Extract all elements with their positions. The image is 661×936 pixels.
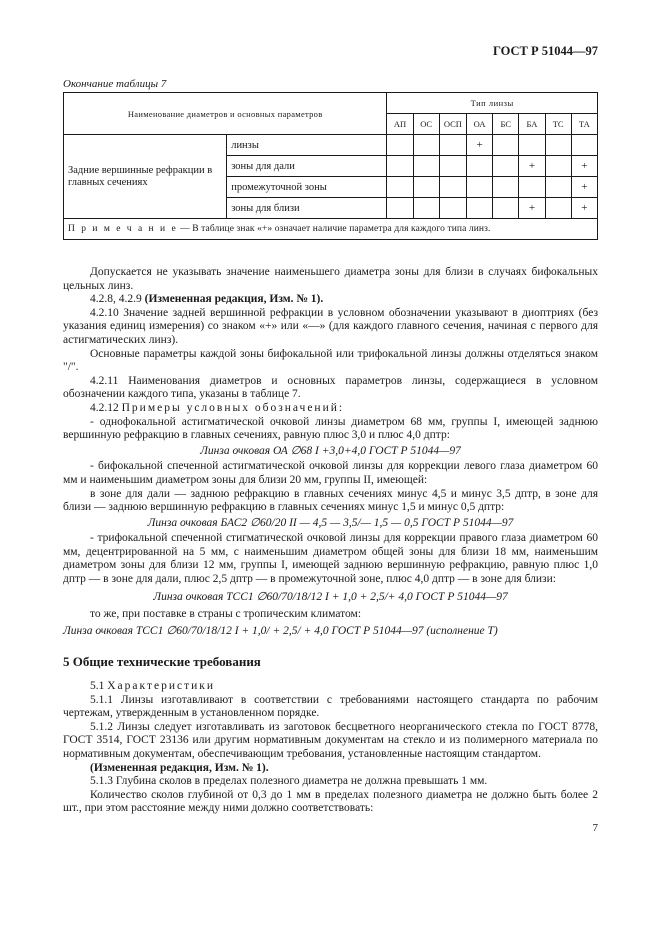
parameters-table [63, 92, 598, 240]
clause-number: 4.2.12 [90, 401, 119, 414]
table-cell [387, 156, 413, 177]
table-cell [519, 135, 545, 156]
type-column-header: ТС [545, 114, 571, 135]
table-row [64, 135, 598, 156]
type-column-header: БС [493, 114, 519, 135]
table-cell [493, 177, 519, 198]
paragraph: 5.1.1 Линзы изготавливают в соответствии с требованиями настоящего стандарта по рабочим чертежам, утвержденным в установленном порядке. [63, 693, 598, 720]
example-designation: Линза очковая ОА ∅68 I +3,0+4,0 ГОСТ Р 51044—97 [200, 444, 461, 457]
type-column-header: ТА [571, 114, 597, 135]
table-cell: + [571, 198, 597, 219]
row-label: линзы [227, 135, 387, 156]
table-cell [519, 177, 545, 198]
paragraph: то же, при поставке в страны с тропическим климатом: [90, 608, 362, 621]
type-column-header: ОСП [439, 114, 466, 135]
spaced-heading: Характеристики [107, 680, 216, 692]
table-cell [387, 177, 413, 198]
type-column-header: ОС [413, 114, 439, 135]
clause-number: 4.2.8, 4.2.9 [90, 293, 142, 306]
column-header-lens-type: Тип линзы [387, 93, 598, 114]
type-column-header: АП [387, 114, 413, 135]
table-cell: + [519, 198, 545, 219]
paragraph [63, 293, 598, 307]
paragraph [63, 680, 598, 694]
table-cell: + [519, 156, 545, 177]
paragraph: 5.1.2 Линзы следует изготавливать из заготовок бесцветного неорганического стекла по ГОСТ 8778, ГОСТ 3514, ГОСТ 23136 или другим нормативным документам на стекло и из полимерного материала по нормативным документам, обеспечивающим требования, установленные настоящим стандартом. [63, 720, 598, 760]
table-cell [493, 198, 519, 219]
table-cell [545, 156, 571, 177]
table-note-row [64, 219, 598, 240]
table-cell [439, 135, 466, 156]
table-cell [467, 156, 493, 177]
row-label: зоны для близи [227, 198, 387, 219]
table-cell [467, 177, 493, 198]
spaced-heading: Примеры условных обозначений: [121, 401, 345, 414]
document-code: ГОСТ Р 51044—97 [492, 44, 598, 58]
table-cell [413, 177, 439, 198]
table-caption: Окончание таблицы 7 [63, 78, 167, 90]
paragraph: - однофокальной астигматической очковой линзы диаметром 68 мм, группы I, имеющей заднюю вершинную рефракцию в главных сечениях, равную плюс 3,0 и плюс 4,0 дптр: [63, 415, 598, 442]
table-cell [571, 135, 597, 156]
row-group-label: Задние вершинные рефракции в главных сечениях [64, 135, 227, 219]
section-body-block [63, 680, 598, 816]
table-cell [439, 177, 466, 198]
type-column-header: ОА [467, 114, 493, 135]
paragraph: 5.1.3 Глубина сколов в пределах полезного диаметра не должна превышать 1 мм. [90, 775, 488, 788]
table-note [64, 219, 598, 240]
amendment-note: (Измененная редакция, Изм. № 1). [144, 293, 324, 306]
clause-number: 5.1 [90, 680, 105, 692]
table-cell: + [467, 135, 493, 156]
note-text: — В таблице знак «+» означает наличие параметра для каждого типа линз. [177, 224, 491, 234]
table-cell: + [571, 177, 597, 198]
column-header-name: Наименование диаметров и основных параметров [64, 93, 387, 135]
page-number: 7 [592, 822, 598, 834]
table-cell [467, 198, 493, 219]
table-cell [413, 156, 439, 177]
paragraph: Количество сколов глубиной от 0,3 до 1 мм в пределах полезного диаметра не должно быть более 2 шт., при этом расстояние между ними должно соответствовать: [63, 788, 598, 815]
paragraph [63, 402, 598, 416]
example-designation: Линза очковая ТСС1 ∅60/70/18/12 I + 1,0 + 2,5/+ 4,0 ГОСТ Р 51044—97 [153, 590, 508, 603]
example-designation: Линза очковая БАС2 ∅60/20 II — 4,5 — 3,5/— 1,5 — 0,5 ГОСТ Р 51044—97 [147, 516, 514, 529]
table-cell [387, 198, 413, 219]
paragraph: 4.2.10 Значение задней вершинной рефракции в условном обозначении указывают в диоптриях (без указания единиц измерения) со знаком «+» или «—» (для каждого главного сечения, начиная с первого для астигматических линз). [63, 306, 598, 346]
row-label: промежуточной зоны [227, 177, 387, 198]
paragraph: 4.2.11 Наименования диаметров и основных параметров линзы, содержащиеся в условном обозначении каждого типа, указаны в таблице 7. [63, 374, 598, 401]
row-label: зоны для дали [227, 156, 387, 177]
table-cell [387, 135, 413, 156]
table-cell [493, 135, 519, 156]
table-cell [439, 198, 466, 219]
type-column-header: БА [519, 114, 545, 135]
table-cell [545, 135, 571, 156]
example-designation: Линза очковая ТСС1 ∅60/70/18/12 I + 1,0/ + 2,5/ + 4,0 ГОСТ Р 51044—97 (исполнение Т) [63, 624, 498, 637]
table-cell [545, 177, 571, 198]
table-cell: + [571, 156, 597, 177]
note-prefix: П р и м е ч а н и е [68, 224, 178, 234]
table-cell [413, 135, 439, 156]
body-text-block [63, 266, 598, 638]
paragraph: Основные параметры каждой зоны бифокальной или трифокальной линзы должны отделяться знаком "/". [63, 347, 598, 374]
table-cell [413, 198, 439, 219]
paragraph: в зоне для дали — заднюю рефракцию в главных сечениях минус 4,5 и минус 3,5 дптр, в зоне для близи — заднюю вершинную рефракцию в главных сечениях минус 1,5 и минус 0,5 дптр: [63, 487, 598, 514]
table-cell [439, 156, 466, 177]
paragraph: Допускается не указывать значение наименьшего диаметра зоны для близи в случаях бифокальных цельных линз. [63, 266, 598, 292]
paragraph: - трифокальной спеченной стигматической очковой линзы для коррекции правого глаза диаметром 60 мм, децентрированной на 5 мм, с наименьшим диаметром общей зоны для близи 18 мм, наименьшим диаметром зоны для близи 12 мм, группы I, имеющей заднюю вершинную рефракцию, равную плюс 1,0 дптр — в зоне для дали, плюс 2,5 дптр — в промежуточной зоне, плюс 4,0 дптр — в зоне для близи: [63, 532, 598, 586]
table-cell [545, 198, 571, 219]
amendment-note: (Измененная редакция, Изм. № 1). [90, 761, 269, 774]
table-cell [493, 156, 519, 177]
section-title: 5 Общие технические требования [63, 654, 261, 669]
paragraph: - бифокальной спеченной астигматической очковой линзы для коррекции левого глаза диаметром 60 мм и наименьшим диаметром зоны для близи 20 мм, группы II, имеющей: [63, 460, 598, 486]
